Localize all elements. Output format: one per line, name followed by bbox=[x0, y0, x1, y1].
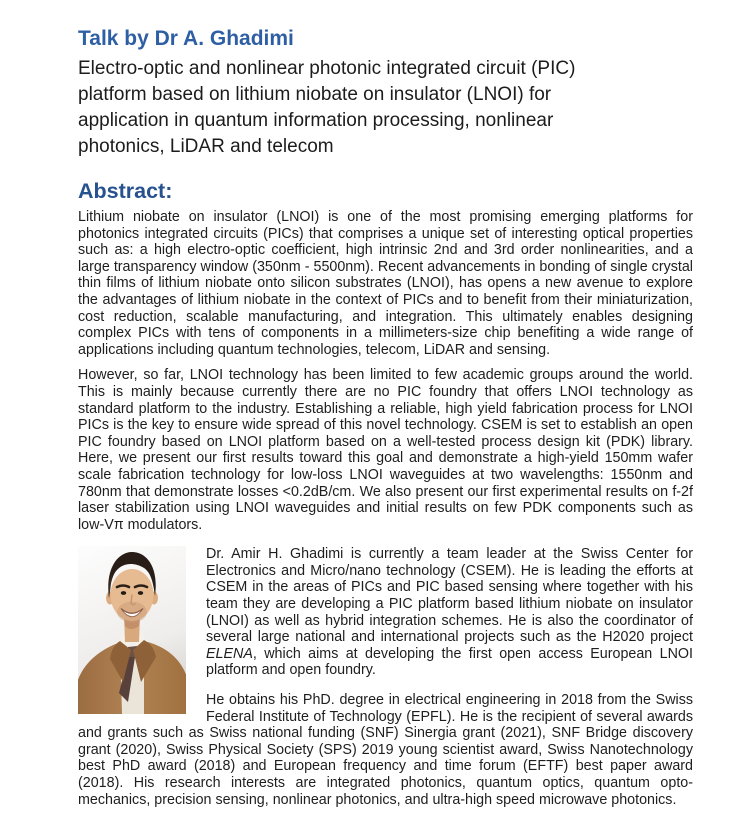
project-name-elena: ELENA bbox=[206, 645, 253, 662]
speaker-portrait-photo bbox=[78, 546, 186, 714]
abstract-heading: Abstract: bbox=[78, 179, 173, 203]
talk-subtitle: Electro-optic and nonlinear photonic integrated circuit (PIC) platform based on lithium niobate on insulator (LNOI) for application in quantum information processing, nonlinear photonics, LiDAR and telecom bbox=[78, 58, 576, 157]
bio-paragraph-1-text-end: , which aims at developing the first open access European LNOI platform and open foundry. bbox=[206, 645, 693, 679]
bio-section bbox=[78, 546, 693, 817]
portrait-photo-image bbox=[78, 546, 186, 714]
abstract-paragraph-2: However, so far, LNOI technology has been limited to few academic groups around the world. This is mainly because currently there are no PIC foundry that offers LNOI technology as standard platform to the industry. Establishing a reliable, high yield fabrication process for LNOI PICs is the key to ensure wide spread of this novel technology. CSEM is set to establish an open PIC foundry based on LNOI platform based on a well-tested process design kit (PDK) library. Here, we present our first results toward this goal and demonstrate a high-yield 150mm wafer scale fabrication technology for low-loss LNOI waveguides at two wavelengths: 1550nm and 780nm that demonstrate losses <0.2dB/cm. We also present our first experimental results on f-2f laser stabilization using LNOI waveguides and initial results on few PDK components such as low-Vπ modulators. bbox=[78, 367, 693, 533]
bio-paragraph-2: He obtains his PhD. degree in electrical engineering in 2018 from the Swiss Federal Institute of Technology (EPFL). He is the recipient of several awards and grants such as Swiss national funding (SNF) Sinergia grant (2021), SNF Bridge discovery grant (2020), Swiss Physical Society (SPS) 2019 young scientist award, Swiss Nanotechnology best PhD award (2018) and European frequency and time forum (EFTF) best paper award (2018). His research interests are integrated photonics, quantum optics, quantum opto-mechanics, precision sensing, nonlinear photonics, and ultra-high speed microwave photonics. bbox=[78, 692, 693, 808]
bio-paragraph-1-text-start: Dr. Amir H. Ghadimi is currently a team leader at the Swiss Center for Electronics and Micro/nano technology (CSEM). He is leading the efforts at CSEM in the areas of PICs and PIC based sensing where together with his team they are developing a PIC platform based lithium niobate on insulator (LNOI) as well as hybrid integration schemes. He is also the coordinator of several large national and international projects such as the H2020 project bbox=[206, 546, 693, 646]
talk-title: Talk by Dr A. Ghadimi bbox=[78, 27, 294, 50]
abstract-paragraph-1: Lithium niobate on insulator (LNOI) is one of the most promising emerging platforms for photonics integrated circuits (PICs) that comprises a unique set of interesting optical properties such as: a high electro-optic coefficient, high intrinsic 2nd and 3rd order nonlinearities, and a large transparency window (350nm - 5500nm). Recent advancements in bonding of single crystal thin films of lithium niobate onto silicon substrates (LNOI), has opens a new avenue to explore the advantages of lithium niobate in the context of PICs and to benefit from their miniaturization, cost reduction, scalable manufacturing, and integration. This ultimately enables designing complex PICs with tens of components in a millimeters-size chip benefiting a wide range of applications including quantum technologies, telecom, LiDAR and sensing. bbox=[78, 209, 693, 358]
